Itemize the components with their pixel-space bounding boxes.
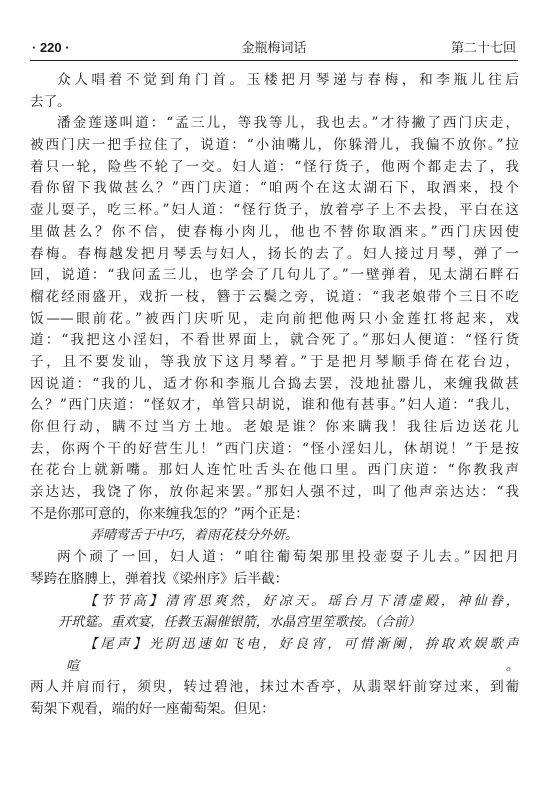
text-line: 春梅。春梅越发把月琴丢与妇人，扬长的去了。妇人接过月琴，弹了一 <box>30 245 519 262</box>
text-line: 壶儿耍子，吃三杯。”妇人道：“怪行货子，放着亭子上不去投，平白在这 <box>30 202 519 219</box>
text-line: 饭——眼前花。”被西门庆听见，走向前把他两只小金莲扛将起来，戏 <box>30 310 519 327</box>
text-line: 去，你两个干的好营生儿！”西门庆道：“怪小淫妇儿，休胡说！”于是按 <box>30 440 519 457</box>
text-line: 榴花经雨盛开，戏折一枝，簪于云鬓之旁，说道：“我老娘带个三日不吃 <box>30 288 519 305</box>
page-header <box>30 36 518 61</box>
text-line: 亲达达，我饶了你，放你起来罢。”那妇人强不过，叫了他声亲达达：“我 <box>30 484 519 501</box>
text-line: 喧。 <box>66 658 519 674</box>
text-line: 在花台上就新嘴。那妇人连忙吐舌头在他口里。西门庆道：“你教我声 <box>30 462 519 479</box>
page-number: · 220 · <box>32 40 70 55</box>
text-line: 去了。 <box>30 93 71 110</box>
text-line: 么？”西门庆道：“怪奴才，单管只胡说，谁和他有甚事。”妇人道：“我儿， <box>30 397 519 414</box>
text-line: 萄架下观看，端的好一座葡萄架。但见： <box>30 700 275 717</box>
text-line: 众人唱着不觉到角门首。玉楼把月琴递与春梅，和李瓶儿往后 <box>57 72 519 88</box>
poem-line: 弄晴莺舌于中巧，着雨花枝分外妍。 <box>90 528 299 544</box>
text-line: 道：“我把这小淫妇，不看世界面上，就合死了。”那妇人便道：“怪行货 <box>30 332 519 349</box>
text-line: 潘金莲遂叫道：“孟三儿，等我等儿，我也去。”才待撇了西门庆走， <box>57 115 519 132</box>
text-line: 不是你那可意的，你来缠我怎的？”两个正是： <box>30 505 309 522</box>
page-body <box>30 70 519 721</box>
text-line: 着只一轮，险些不轮了一交。妇人道：“怪行货子，他两个都走去了，我 <box>30 158 519 175</box>
text-line: 你但行动，瞒不过当方土地。老娘是谁？你来瞒我！我往后边送花儿 <box>30 419 519 435</box>
verse-line: 【尾声】光阴迅速如飞电，好良宵，可惜渐阑，拚取欢娱歌声 <box>84 636 519 652</box>
text-line: 琴跨在胳膊上，弹着找《梁州序》后半截： <box>30 570 289 587</box>
text-line: 开玳筵。重欢宴，任教玉漏催银箭，水晶宫里笙歌按。（合前） <box>58 615 421 631</box>
text-line: 子，且不要发讪，等我放下这月琴着。”于是把月琴顺手倚在花台边， <box>30 353 519 370</box>
text-line: 被西门庆一把手拉住了，说道：“小油嘴儿，你躲滑儿，我偏不放你。”拉 <box>30 137 519 154</box>
text-line: 因说道：“我的儿，适才你和李瓶儿合捣去罢，没地扯嚣儿，来缠我做甚 <box>30 375 519 392</box>
text-line: 两个顽了一回，妇人道：“咱往葡萄架那里投壶耍子儿去。”因把月 <box>57 549 519 566</box>
book-title: 金瓶梅词话 <box>241 40 307 55</box>
text-line: 看你留下我做甚么？”西门庆道：“咱两个在这太湖石下，取酒来，投个 <box>30 180 519 197</box>
verse-line: 【节节高】清宵思爽然，好凉天。瑶台月下清虚殿，神仙眷， <box>84 593 519 609</box>
chapter-title: 第二十七回 <box>450 40 516 55</box>
text-line: 两人并肩而行，须臾，转过碧池，抹过木香亭，从翡翠轩前穿过来，到葡 <box>30 679 519 696</box>
text-line: 回，说道：“我问孟三儿，也学会了几句儿了。”一壁弹着，见太湖石畔石 <box>30 267 519 284</box>
text-line: 里做甚么？你不信，使春梅小肉儿，他也不替你取酒来。”西门庆因使 <box>30 223 519 240</box>
